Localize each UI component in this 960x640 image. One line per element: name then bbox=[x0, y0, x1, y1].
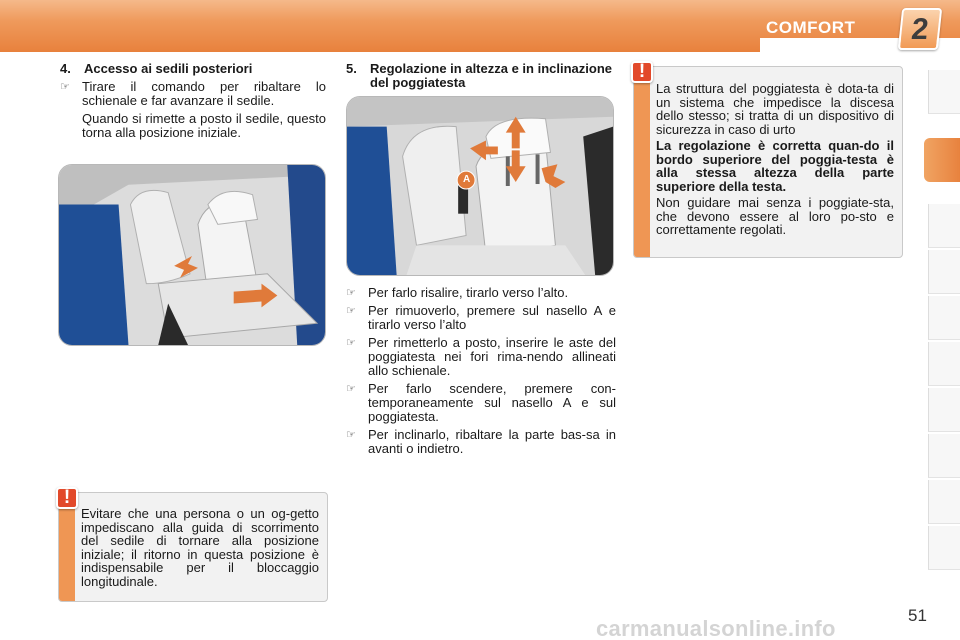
headrest-adjustment-photo bbox=[346, 96, 614, 276]
section-5-bullet-5 bbox=[346, 428, 616, 456]
chapter-tab-7[interactable] bbox=[928, 388, 960, 432]
section-5-bullet-4 bbox=[346, 382, 616, 424]
chapter-tabs bbox=[928, 70, 960, 580]
section-4-bullet bbox=[60, 80, 326, 108]
section-5-heading bbox=[346, 62, 616, 90]
section-5-bullet-4-text: Per farlo scendere, premere con-temporaneamente sul nasello A e sul poggiatesta. bbox=[368, 381, 616, 424]
headrest-button-callout-a: A bbox=[463, 174, 471, 185]
section-5-title: Regolazione in altezza e in inclinazione del poggiatesta bbox=[370, 61, 612, 90]
rear-seat-access-photo bbox=[58, 164, 326, 346]
seat-slide-warning-box bbox=[58, 487, 328, 602]
section-4-title: Accesso ai sedili posteriori bbox=[84, 61, 253, 76]
section-5-bullet-5-text: Per inclinarlo, ribaltare la parte bas-sa in avanti o indietro. bbox=[368, 427, 616, 456]
section-5-bullet-2-text: Per rimuoverlo, premere sul nasello A e tirarlo verso l’alto bbox=[368, 303, 616, 332]
pointing-hand-icon: ☞ bbox=[60, 81, 70, 93]
section-4-bullet-text: Tirare il comando per ribaltare lo schienale e far avanzare il sedile. bbox=[82, 79, 326, 108]
chapter-title: COMFORT bbox=[766, 18, 856, 37]
section-5-bullet-2 bbox=[346, 304, 616, 332]
section-5-bullet-1-text: Per farlo risalire, tirarlo verso l’alto. bbox=[368, 285, 569, 300]
warning-exclamation-icon: ! bbox=[56, 487, 78, 509]
chapter-tab-6[interactable] bbox=[928, 342, 960, 386]
pointing-hand-icon: ☞ bbox=[346, 429, 356, 441]
section-4-heading bbox=[60, 62, 326, 76]
watermark: carmanualsonline.info bbox=[596, 616, 836, 640]
warning-stripe bbox=[59, 493, 75, 601]
section-5-bullet-3-text: Per rimetterlo a posto, inserire le aste del poggiatesta nei fori rima-nendo allineati allo schienale. bbox=[368, 335, 616, 378]
section-4-paragraph: Quando si rimette a posto il sedile, questo torna alla posizione iniziale. bbox=[82, 111, 326, 140]
section-4-number: 4. bbox=[60, 61, 71, 76]
chapter-tab-9[interactable] bbox=[928, 480, 960, 524]
section-5-bullet-1 bbox=[346, 286, 616, 300]
pointing-hand-icon: ☞ bbox=[346, 287, 356, 299]
chapter-tab-3[interactable] bbox=[928, 204, 960, 248]
chapter-tab-4[interactable] bbox=[928, 250, 960, 294]
chapter-number: 2 bbox=[909, 13, 931, 46]
seat-slide-warning-text: Evitare che una persona o un og-getto impediscano alla guida di scorrimento del sedile di tornare alla posizione iniziale; il ritorno in questa posizione è indispensabile per il bloccaggio longitudinale. bbox=[81, 506, 319, 589]
pointing-hand-icon: ☞ bbox=[346, 305, 356, 317]
chapter-tab-8[interactable] bbox=[928, 434, 960, 478]
section-4 bbox=[60, 62, 326, 140]
headrest-warning-paragraph-1: La struttura del poggiatesta è dota-ta di un sistema che impedisce la discesa dello stesso; si tratta di un dispositivo di sicurezza in caso di urto bbox=[656, 81, 894, 137]
headrest-illustration bbox=[347, 97, 613, 275]
seat-illustration bbox=[59, 165, 325, 345]
headrest-warning-paragraph-2: La regolazione è corretta quan-do il bordo superiore del poggia-testa è alla stessa altezza della parte superiore della testa. bbox=[656, 138, 894, 194]
chapter-tab-2-active[interactable] bbox=[924, 138, 960, 182]
section-5-bullets bbox=[346, 282, 616, 456]
headrest-warning-box bbox=[633, 61, 903, 258]
section-5-bullet-3 bbox=[346, 336, 616, 378]
chapter-number-badge bbox=[898, 8, 942, 50]
pointing-hand-icon: ☞ bbox=[346, 383, 356, 395]
warning-stripe bbox=[634, 67, 650, 257]
pointing-hand-icon: ☞ bbox=[346, 337, 356, 349]
warning-exclamation-icon: ! bbox=[631, 61, 653, 83]
chapter-tab-1[interactable] bbox=[928, 70, 960, 114]
section-5 bbox=[346, 62, 616, 90]
chapter-tab-10[interactable] bbox=[928, 526, 960, 570]
headrest-warning-text bbox=[656, 82, 894, 237]
page-number: 51 bbox=[908, 606, 927, 625]
chapter-tab-5[interactable] bbox=[928, 296, 960, 340]
headrest-warning-paragraph-3: Non guidare mai senza i poggiate-sta, che devono essere al loro po-sto e correttamente regolati. bbox=[656, 195, 894, 237]
section-5-number: 5. bbox=[346, 61, 357, 76]
